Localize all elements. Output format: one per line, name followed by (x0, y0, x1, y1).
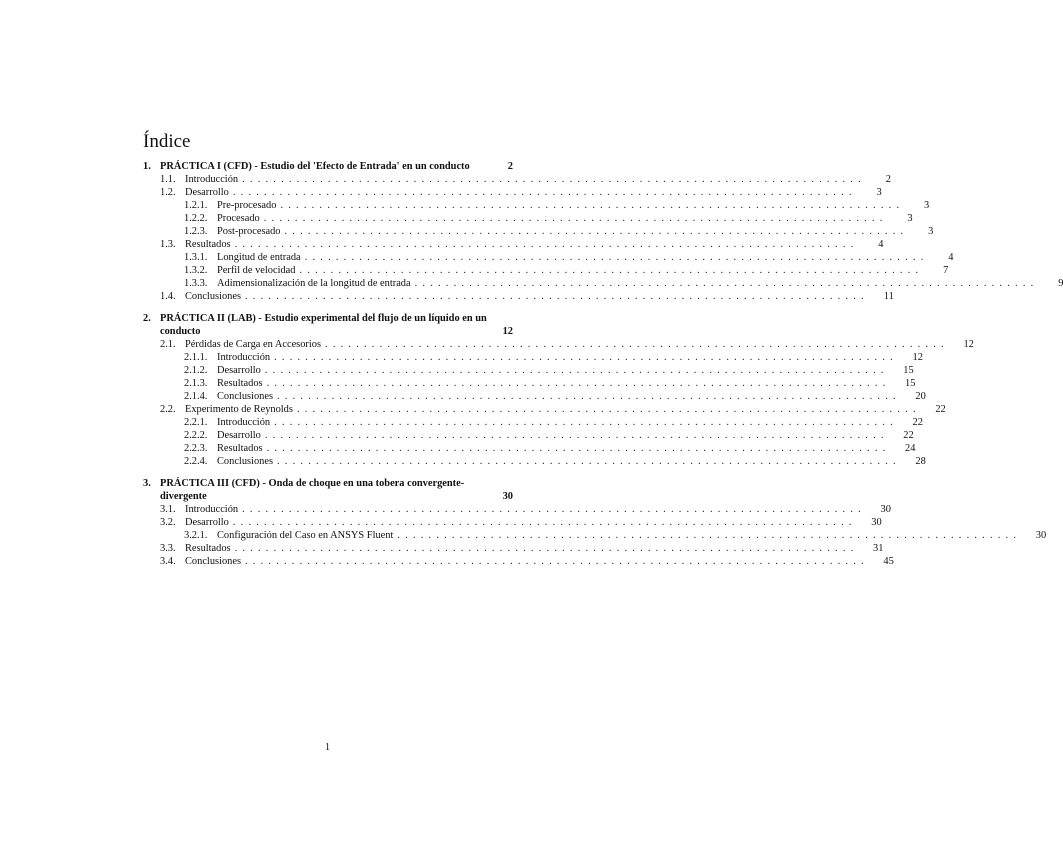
entry-label: Conclusiones (217, 456, 273, 467)
entry-page-number: 3 (924, 200, 930, 211)
entry-number: 1.3.2. (184, 265, 208, 276)
dot-leader: ................................................................................ (245, 556, 869, 567)
entry-number: 2.1.4. (184, 391, 208, 402)
entry-label: Procesado (217, 213, 260, 224)
entry-number: 1.2.3. (184, 226, 208, 237)
entry-number: 1.1. (160, 174, 176, 185)
entry-page-number: 24 (905, 443, 916, 454)
entry-number: 3.2. (160, 517, 176, 528)
toc-subsection-entry[interactable] (143, 277, 1063, 290)
chapter-page-number: 30 (502, 491, 513, 502)
entry-label: Conclusiones (185, 556, 241, 567)
entry-label: Adimensionalización de la longitud de entrada (217, 278, 411, 289)
entry-page-number: 9 (1058, 278, 1063, 289)
entry-label: Introducción (217, 352, 271, 363)
dot-leader: ................................................................................ (397, 530, 1022, 541)
toc-subsection-entry[interactable] (143, 390, 926, 403)
dot-leader: ................................................................................ (232, 187, 857, 198)
entry-label: Resultados (217, 443, 263, 454)
entry-page-number: 15 (903, 365, 914, 376)
entry-page-number: 31 (873, 543, 884, 554)
toc-subsection-entry[interactable] (143, 364, 914, 377)
dot-leader: ................................................................................ (245, 291, 869, 302)
entry-number: 1.3.3. (184, 278, 208, 289)
toc-subsection-entry[interactable] (143, 225, 934, 238)
dot-leader: ................................................................................ (277, 456, 901, 467)
dot-leader: ................................................................................ (234, 543, 859, 554)
entry-number: 3.1. (160, 504, 176, 515)
dot-leader: ................................................................................ (280, 200, 905, 211)
entry-label: Pre-procesado (217, 200, 277, 211)
table-of-contents (143, 160, 1063, 568)
toc-heading: Índice (143, 131, 191, 152)
toc-section-entry[interactable] (143, 542, 884, 555)
entry-label: Pérdidas de Carga en Accesorios (185, 339, 322, 350)
toc-chapter-entry[interactable] (143, 477, 513, 503)
entry-number: 1.2.1. (184, 200, 208, 211)
dot-leader: ................................................................................ (266, 378, 891, 389)
chapter-page-number: 12 (502, 326, 513, 337)
entry-number: 2.2. (160, 404, 176, 415)
chapter-title: PRÁCTICA II (LAB) - Estudio experimental del flujo de un líquido en un conducto (160, 313, 487, 337)
toc-subsection-entry[interactable] (143, 529, 1047, 542)
toc-section-entry[interactable] (143, 290, 894, 303)
chapter-number: 3. (143, 478, 151, 489)
entry-page-number: 7 (943, 265, 949, 276)
entry-page-number: 20 (915, 391, 926, 402)
entry-label: Perfil de velocidad (217, 265, 296, 276)
entry-page-number: 30 (1035, 530, 1047, 541)
entry-label: Introducción (185, 174, 239, 185)
toc-chapter-entry[interactable] (143, 160, 513, 173)
entry-label: Post-procesado (217, 226, 281, 237)
dot-leader: ................................................................................ (242, 504, 866, 515)
toc-subsection-entry[interactable] (143, 429, 914, 442)
entry-page-number: 3 (876, 187, 882, 198)
chapter-number: 2. (143, 313, 151, 324)
toc-chapter-entry[interactable] (143, 312, 513, 338)
entry-page-number: 4 (878, 239, 884, 250)
dot-leader: ................................................................................ (414, 278, 1039, 289)
entry-label: Resultados (185, 239, 231, 250)
entry-label: Conclusiones (217, 391, 273, 402)
entry-number: 1.4. (160, 291, 176, 302)
toc-section-entry[interactable] (143, 238, 884, 251)
dot-leader: ................................................................................ (284, 226, 909, 237)
entry-number: 3.3. (160, 543, 176, 554)
chapter-number: 1. (143, 161, 151, 172)
dot-leader: ................................................................................ (325, 339, 949, 350)
dot-leader: ................................................................................ (266, 443, 891, 454)
entry-page-number: 22 (912, 417, 923, 428)
entry-page-number: 30 (880, 504, 891, 515)
entry-label: Desarrollo (185, 187, 229, 198)
entry-number: 3.2.1. (184, 530, 208, 541)
entry-label: Experimento de Reynolds (185, 404, 293, 415)
entry-number: 1.2.2. (184, 213, 208, 224)
entry-number: 2.1.3. (184, 378, 208, 389)
toc-section-entry[interactable] (143, 186, 882, 199)
toc-section-entry[interactable] (143, 503, 891, 516)
dot-leader: ................................................................................ (234, 239, 859, 250)
toc-subsection-entry[interactable] (143, 455, 926, 468)
chapter-title: PRÁCTICA I (CFD) - Estudio del 'Efecto de Entrada' en un conducto (160, 161, 470, 172)
entry-number: 2.2.3. (184, 443, 208, 454)
entry-label: Desarrollo (185, 517, 229, 528)
entry-label: Resultados (217, 378, 263, 389)
dot-leader: ................................................................................ (274, 417, 898, 428)
toc-section-entry[interactable] (143, 555, 894, 568)
toc-section-entry[interactable] (143, 173, 891, 186)
toc-subsection-entry[interactable] (143, 442, 916, 455)
entry-number: 1.2. (160, 187, 176, 198)
toc-subsection-entry[interactable] (143, 264, 949, 277)
entry-page-number: 12 (912, 352, 923, 363)
dot-leader: ................................................................................ (274, 352, 898, 363)
entry-page-number: 3 (928, 226, 934, 237)
chapter-title: PRÁCTICA III (CFD) - Onda de choque en una tobera convergente-divergente (160, 478, 465, 502)
entry-label: Desarrollo (217, 365, 261, 376)
entry-page-number: 30 (871, 517, 882, 528)
entry-label: Introducción (217, 417, 271, 428)
toc-subsection-entry[interactable] (143, 377, 916, 390)
toc-subsection-entry[interactable] (143, 416, 923, 429)
entry-number: 2.2.2. (184, 430, 208, 441)
entry-page-number: 2 (885, 174, 891, 185)
entry-number: 2.1.2. (184, 365, 208, 376)
dot-leader: ................................................................................ (232, 517, 857, 528)
entry-page-number: 4 (948, 252, 954, 263)
toc-subsection-entry[interactable] (143, 199, 930, 212)
entry-page-number: 28 (915, 456, 926, 467)
entry-number: 2.1. (160, 339, 176, 350)
entry-label: Conclusiones (185, 291, 241, 302)
entry-page-number: 22 (935, 404, 946, 415)
entry-page-number: 45 (883, 556, 894, 567)
entry-number: 1.3.1. (184, 252, 208, 263)
entry-page-number: 22 (903, 430, 914, 441)
dot-leader: ................................................................................ (242, 174, 866, 185)
entry-label: Introducción (185, 504, 239, 515)
dot-leader: ................................................................................ (264, 365, 889, 376)
toc-subsection-entry[interactable] (143, 212, 913, 225)
toc-section-entry[interactable] (143, 516, 882, 529)
entry-number: 3.4. (160, 556, 176, 567)
entry-label: Configuración del Caso en ANSYS Fluent (217, 530, 394, 541)
dot-leader: ................................................................................ (296, 404, 921, 415)
dot-leader: ................................................................................ (299, 265, 924, 276)
entry-number: 2.1.1. (184, 352, 208, 363)
chapter-page-number: 2 (507, 161, 513, 172)
entry-label: Desarrollo (217, 430, 261, 441)
entry-page-number: 3 (907, 213, 913, 224)
toc-section-entry[interactable] (143, 338, 974, 351)
entry-number: 2.2.1. (184, 417, 208, 428)
toc-subsection-entry[interactable] (143, 251, 954, 264)
entry-number: 2.2.4. (184, 456, 208, 467)
entry-page-number: 12 (963, 339, 974, 350)
entry-number: 1.3. (160, 239, 176, 250)
dot-leader: ................................................................................ (264, 430, 889, 441)
entry-label: Longitud de entrada (217, 252, 301, 263)
dot-leader: ................................................................................ (277, 391, 901, 402)
toc-subsection-entry[interactable] (143, 351, 923, 364)
entry-page-number: 15 (905, 378, 916, 389)
page-number: 1 (324, 742, 331, 753)
toc-section-entry[interactable] (143, 403, 946, 416)
dot-leader: ................................................................................ (263, 213, 888, 224)
dot-leader: ................................................................................ (304, 252, 929, 263)
entry-label: Resultados (185, 543, 231, 554)
entry-page-number: 11 (883, 291, 894, 302)
